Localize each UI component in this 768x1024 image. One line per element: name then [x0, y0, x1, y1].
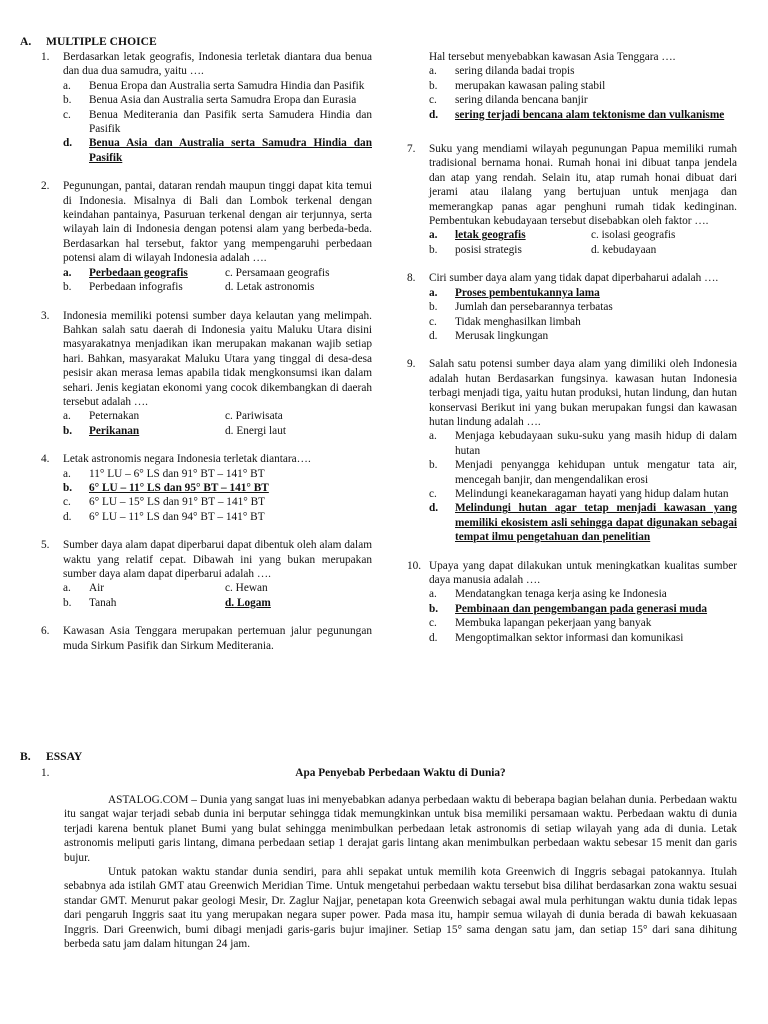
question-3: 3. Indonesia memiliki potensi sumber daya kelautan yang melimpah. Bahkan salah satu daerah di Indonesia yaitu Maluku Utara disini masyarakatnya menjadikan ikan merupakan makanan wajib setiap hari. Bahkan, masyarakat Maluku Utara yang tinggal di desa-desa pesisir akan merasa lemas apabila tidak mengkonsumsi ikan dalam sehari. Jenis kegiatan ekonomi yang cocok dikembangkan di daerah tersebut adalah …. a. Peternakan c. Pariwisata b. Perikanan d. Energi laut — [41, 309, 372, 437]
question-1: 1. Berdasarkan letak geografis, Indonesia terletak diantara dua benua dan dua dua samudra, yaitu …. a. Benua Eropa dan Australia serta Samudra Hindia dan Pasifik b. Benua Asia dan Australia serta Samudra Eropa dan Eurasia c. Benua Mediterania dan Pasifik serta Samudera Hindia dan Pasifik d. Benua Asia dan Australia serta Samudra Hindia dan Pasifik — [41, 51, 372, 164]
question-6: 6. Kawasan Asia Tenggara merupakan pertemuan jalur pegunungan muda Sirkum Pasifik dan Sirkum Mediterania. — [41, 625, 372, 652]
q1-option-c[interactable]: c. Benua Mediterania dan Pasifik serta Samudera Hindia dan Pasifik — [63, 108, 372, 136]
q6-option-b[interactable]: b. merupakan kawasan paling stabil — [429, 79, 606, 92]
section-b-heading: B. ESSAY — [20, 750, 83, 763]
question-7: 7. Suku yang mendiami wilayah pegunungan Papua memiliki rumah tradisional bernama honai. Rumah honai ini dibuat tanpa jendela dan atap yang rendah. Selain itu, atap rumah honai dibuat dari jerami atau ilalang yang bertujuan untuk menjaga dan memerangkap panas agar penghuni rumah tidak kedinginan. Pembentukan kebudayaan tersebut disebabkan oleh faktor …. a. letak geografis c. isolasi geografis b. posisi strategis d. kebudayaan — [407, 143, 737, 256]
q4-option-d[interactable]: d. 6° LU – 11° LS dan 94° BT – 141° BT — [63, 510, 265, 523]
q9-option-d[interactable]: d. Melindungi hutan agar tetap menjadi kawasan yang memiliki ekosistem asli sehingga dapat digunakan sebagai tempat ilmu pengetahuan dan penelitian — [429, 502, 737, 544]
q6-option-a[interactable]: a. sering dilanda badai tropis — [429, 65, 575, 78]
q7-option-d[interactable]: d. kebudayaan — [591, 243, 657, 256]
section-a-heading: A. MULTIPLE CHOICE — [20, 35, 157, 48]
q10-option-b[interactable]: b. Pembinaan dan pengembangan pada generasi muda — [429, 602, 708, 615]
q8-option-b[interactable]: b. Jumlah dan persebarannya terbatas — [429, 301, 613, 314]
q5-option-d[interactable]: d. Logam — [225, 596, 271, 609]
q10-option-c[interactable]: c. Membuka lapangan pekerjaan yang banyak — [429, 617, 652, 630]
q8-option-d[interactable]: d. Merusak lingkungan — [429, 329, 549, 342]
essay-title: Apa Penyebab Perbedaan Waktu di Dunia? — [295, 767, 506, 779]
essay-paragraph-1: ASTALOG.COM – Dunia yang sangat luas ini menyebabkan adanya perbedaan waktu di beberapa bagian belahan dunia. Perbedaan waktu itu sangat wajar terjadi sebab dunia ini berputar sehingga tidak memungkinkan untuk bisa memiliki persamaan waktu. Perbedaan waktu di dunia terjadi karena bentuk planet Bumi yang bulat sehingga menimbulkan perbedaan letak astronomis di setiap wilayah yang ada di dunia. Letak astronomis meliputi garis lintang, dimana perbedaan setiap 1 derajat garis lintang akan menimbulkan perbedaan waktu sebesar 15 menit dan garis bujur. — [64, 794, 737, 864]
q9-option-c[interactable]: c. Melindungi keanekaragaman hayati yang hidup dalam hutan — [429, 487, 729, 500]
q2-option-c[interactable]: c. Persamaan geografis — [225, 266, 330, 279]
q5-option-b[interactable]: b. Tanah — [63, 596, 117, 609]
q7-option-b[interactable]: b. posisi strategis — [429, 243, 522, 256]
q8-option-c[interactable]: c. Tidak menghasilkan limbah — [429, 315, 581, 328]
question-8: 8. Ciri sumber daya alam yang tidak dapat diperbaharui adalah …. a. Proses pembentukannya lama b. Jumlah dan persebarannya terbatas c. Tidak menghasilkan limbah d. Merusak lingkungan — [407, 271, 737, 343]
question-6-continued: Hal tersebut menyebabkan kawasan Asia Tenggara …. a. sering dilanda badai tropis b. merupakan kawasan paling stabil c. sering dilanda bencana banjir d. sering terjadi bencana alam tektonisme dan vulkanisme — [407, 50, 737, 122]
essay-paragraph-2: Untuk patokan waktu standar dunia sendiri, para ahli sepakat untuk memilih kota Greenwich di Inggris sebagai patokannya. Itulah sebabnya ada istilah GMT atau Greenwich Meridian Time. Untuk mengetahui perbedaan waktu tersebut bisa dilihat berdasarkan zona waktu sesuai standar GMT. Menurut pakar geologi Mesir, Dr. Zaglur Najjar, penetapan kota Greenwich sebagai awal mula perhitungan waktu dunia tidak lepas dari pengaruh Inggris saat itu yang merupakan negara super power. Pada masa itu, hampir semua wilayah di dunia berada di bawah kekuasaan Inggris. Dari Greenwich, bumi dibagi menjadi garis-garis bujur imajiner. Setiap 15° sama dengan satu jam, dan setiap 15° dari sana dihitung berbeda satu jam dalam hitungan 24 jam. — [64, 866, 737, 951]
q10-option-d[interactable]: d. Mengoptimalkan sektor informasi dan komunikasi — [429, 631, 684, 644]
q6-option-d[interactable]: d. sering terjadi bencana alam tektonisme dan vulkanisme — [429, 108, 725, 121]
question-4: 4. Letak astronomis negara Indonesia terletak diantara…. a. 11° LU – 6° LS dan 91° BT – 141° BT b. 6° LU – 11° LS dan 95° BT – 141° BT c. 6° LU – 15° LS dan 91° BT – 141° BT d. 6° LU – 11° LS dan 94° BT – 141° BT — [41, 452, 372, 524]
essay-body — [64, 793, 737, 951]
q2-option-d[interactable]: d. Letak astronomis — [225, 281, 315, 294]
essay-number: 1. — [41, 767, 50, 779]
q1-option-d[interactable]: d. Benua Asia dan Australia serta Samudra Hindia dan Pasifik — [63, 137, 372, 164]
q9-option-a[interactable]: a. Menjaga kebudayaan suku-suku yang masih hidup di dalam hutan — [429, 430, 737, 457]
q6-option-c[interactable]: c. sering dilanda bencana banjir — [429, 94, 588, 107]
q4-option-a[interactable]: a. 11° LU – 6° LS dan 91° BT – 141° BT — [63, 467, 265, 480]
question-2: 2. Pegunungan, pantai, dataran rendah maupun tinggi dapat kita temui di Indonesia. Misalnya di Bali dan Lombok terkenal dengan keindahan pantainya, Pasuruan terkenal dengan air terjunnya, serta wilayah lain di Indonesia dengan potensi alam yang berbeda-beda. Berdasarkan hal tersebut, faktor yang mempengaruhi perbedaan potensi alam di wilayah Indonesia adalah …. a. Perbedaan geografis c. Persamaan geografis b. Perbedaan infografis d. Letak astronomis — [41, 180, 372, 294]
question-10: 10. Upaya yang dapat dilakukan untuk meningkatkan kualitas sumber daya manusia adalah …. a. Mendatangkan tenaga kerja asing ke Indonesia b. Pembinaan dan pengembangan pada generasi muda c. Membuka lapangan pekerjaan yang banyak d. Mengoptimalkan sektor informasi dan komunikasi — [407, 559, 737, 644]
q7-option-a[interactable]: a. letak geografis — [429, 229, 526, 242]
q10-option-a[interactable]: a. Mendatangkan tenaga kerja asing ke Indonesia — [429, 588, 667, 601]
q3-option-a[interactable]: a. Peternakan — [63, 410, 140, 423]
left-column — [41, 50, 372, 662]
q5-option-c[interactable]: c. Hewan — [225, 582, 268, 595]
q2-option-b[interactable]: b. Perbedaan infografis — [63, 281, 183, 294]
q1-option-b[interactable]: b. Benua Asia dan Australia serta Samudra Eropa dan Eurasia — [63, 94, 357, 107]
q1-option-a[interactable]: a. Benua Eropa dan Australia serta Samudra Hindia dan Pasifik — [63, 79, 365, 92]
q2-option-a[interactable]: a. Perbedaan geografis — [63, 266, 188, 279]
q3-option-d[interactable]: d. Energi laut — [225, 424, 286, 437]
q5-option-a[interactable]: a. Air — [63, 582, 105, 595]
q4-option-b[interactable]: b. 6° LU – 11° LS dan 95° BT – 141° BT — [63, 481, 269, 494]
q8-option-a[interactable]: a. Proses pembentukannya lama — [429, 286, 600, 299]
right-column — [407, 50, 737, 654]
q4-option-c[interactable]: c. 6° LU – 15° LS dan 91° BT – 141° BT — [63, 496, 266, 509]
q9-option-b[interactable]: b. Menjadi penyangga kehidupan untuk mengatur tata air, mencegah banjir, dan mengendalikan erosi — [429, 459, 737, 486]
question-5: 5. Sumber daya alam dapat diperbarui dapat dibentuk oleh alam dalam waktu yang relatif cepat. Dibawah ini yang bukan merupakan sumber daya alam dapat diperbarui adalah …. a. Air c. Hewan b. Tanah d. Logam — [41, 539, 372, 609]
question-9: 9. Salah satu potensi sumber daya alam yang dimiliki oleh Indonesia adalah hutan Berdasarkan fungsinya. kawasan hutan Indonesia terbagi menjadi tiga, yaitu hutan produksi, hutan lindung, dan hutan konservasi Berikut ini yang bukan merupakan fungsi dan kawasan hutan lindung adalah …. a. Menjaga kebudayaan suku-suku yang masih hidup di dalam hutan b. Menjadi penyangga kehidupan untuk mengatur tata air, mencegah banjir, dan mengendalikan erosi c. Melindungi keanekaragaman hayati yang hidup dalam hutan d. Melindungi hutan agar tetap menjadi kawasan yang memiliki ekosistem asli sehingga dapat digunakan sebagai tempat ilmu pengetahuan dan penelitian — [407, 358, 737, 544]
q3-option-b[interactable]: b. Perikanan — [63, 424, 140, 437]
q3-option-c[interactable]: c. Pariwisata — [225, 410, 283, 423]
q7-option-c[interactable]: c. isolasi geografis — [591, 229, 676, 242]
